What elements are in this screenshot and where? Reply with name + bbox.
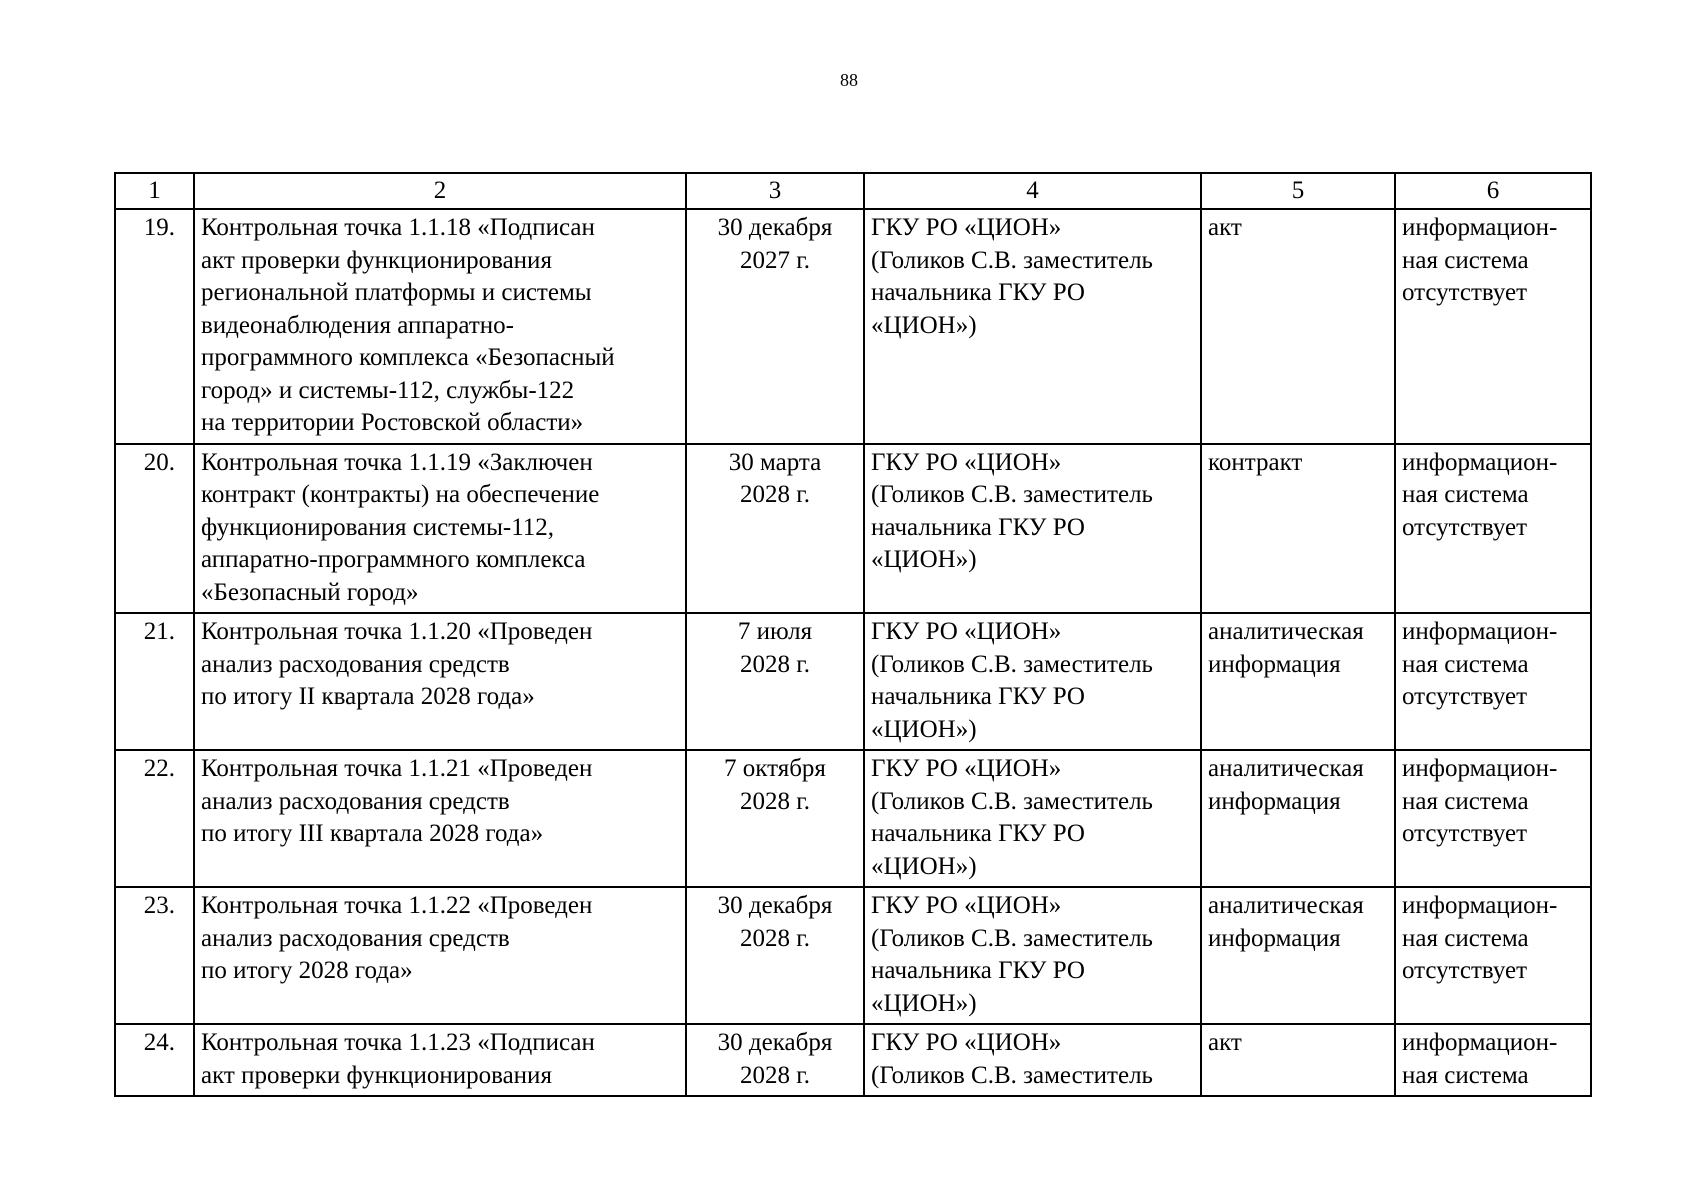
row-number: 22.	[115, 750, 194, 887]
column-header: 1	[115, 173, 194, 209]
event-description: Контрольная точка 1.1.19 «Заключен контракт (контракты) на обеспечение функционирования системы-112, аппаратно-программного комплекса «Безопасный город»	[194, 444, 686, 614]
responsible-executor: ГКУ РО «ЦИОН» (Голиков С.В. заместитель	[864, 1024, 1201, 1096]
deadline-date: 30 декабря 2027 г.	[686, 209, 864, 444]
column-header: 5	[1201, 173, 1395, 209]
responsible-executor: ГКУ РО «ЦИОН» (Голиков С.В. заместитель начальника ГКУ РО «ЦИОН»)	[864, 613, 1201, 750]
deadline-date: 7 июля 2028 г.	[686, 613, 864, 750]
table-row	[115, 444, 1591, 614]
information-system: информацион- ная система отсутствует	[1395, 613, 1591, 750]
document-type: акт	[1201, 209, 1395, 444]
column-header: 6	[1395, 173, 1591, 209]
deadline-date: 30 марта 2028 г.	[686, 444, 864, 614]
table-row	[115, 209, 1591, 444]
table-row	[115, 1024, 1591, 1096]
deadline-date: 30 декабря 2028 г.	[686, 1024, 864, 1096]
responsible-executor: ГКУ РО «ЦИОН» (Голиков С.В. заместитель начальника ГКУ РО «ЦИОН»)	[864, 444, 1201, 614]
information-system: информацион- ная система отсутствует	[1395, 444, 1591, 614]
row-number: 19.	[115, 209, 194, 444]
row-number: 23.	[115, 887, 194, 1024]
row-number: 21.	[115, 613, 194, 750]
row-number: 24.	[115, 1024, 194, 1096]
responsible-executor: ГКУ РО «ЦИОН» (Голиков С.В. заместитель начальника ГКУ РО «ЦИОН»)	[864, 887, 1201, 1024]
information-system: информацион- ная система	[1395, 1024, 1591, 1096]
document-type: акт	[1201, 1024, 1395, 1096]
document-type: контракт	[1201, 444, 1395, 614]
deadline-date: 30 декабря 2028 г.	[686, 887, 864, 1024]
table-row	[115, 887, 1591, 1024]
information-system: информацион- ная система отсутствует	[1395, 750, 1591, 887]
information-system: информацион- ная система отсутствует	[1395, 887, 1591, 1024]
event-description: Контрольная точка 1.1.18 «Подписан акт проверки функционирования региональной платформы и системы видеонаблюдения аппаратно- программного комплекса «Безопасный город» и системы-112, службы-122 на территории Ростовской области»	[194, 209, 686, 444]
event-description: Контрольная точка 1.1.23 «Подписан акт проверки функционирования	[194, 1024, 686, 1096]
event-description: Контрольная точка 1.1.21 «Проведен анализ расходования средств по итогу III квартала 2028 года»	[194, 750, 686, 887]
event-description: Контрольная точка 1.1.22 «Проведен анализ расходования средств по итогу 2028 года»	[194, 887, 686, 1024]
document-type: аналитическая информация	[1201, 750, 1395, 887]
document-type: аналитическая информация	[1201, 887, 1395, 1024]
deadline-date: 7 октября 2028 г.	[686, 750, 864, 887]
responsible-executor: ГКУ РО «ЦИОН» (Голиков С.В. заместитель начальника ГКУ РО «ЦИОН»)	[864, 750, 1201, 887]
column-header: 3	[686, 173, 864, 209]
table-header-row	[115, 173, 1591, 209]
column-header: 2	[194, 173, 686, 209]
document-type: аналитическая информация	[1201, 613, 1395, 750]
row-number: 20.	[115, 444, 194, 614]
event-description: Контрольная точка 1.1.20 «Проведен анализ расходования средств по итогу II квартала 2028 года»	[194, 613, 686, 750]
column-header: 4	[864, 173, 1201, 209]
page-number: 88	[840, 70, 858, 90]
information-system: информацион- ная система отсутствует	[1395, 209, 1591, 444]
responsible-executor: ГКУ РО «ЦИОН» (Голиков С.В. заместитель начальника ГКУ РО «ЦИОН»)	[864, 209, 1201, 444]
table-row	[115, 750, 1591, 887]
control-points-table	[114, 172, 1592, 1097]
table-row	[115, 613, 1591, 750]
